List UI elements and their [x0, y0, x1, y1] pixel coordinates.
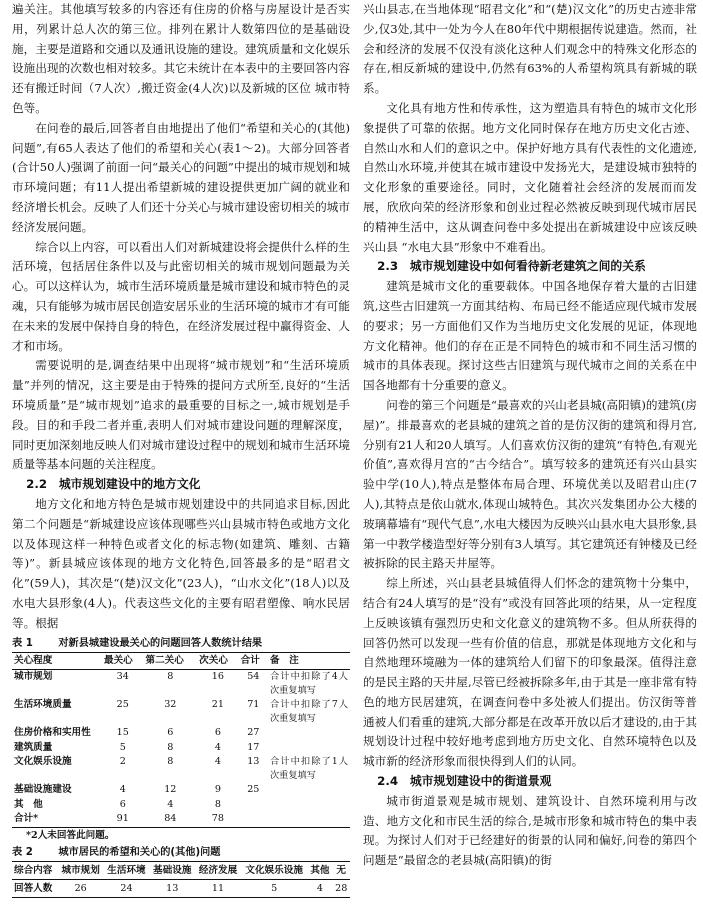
paragraph: 建筑是城市文化的重要载体。中国各地保存着大量的古旧建筑,这些古旧建筑一方面其结构、布局已经不能适应现代城市发展的要求；另一方面他们又作为当地历史文化发展的见证，体现地方文化精神。他们的存在正是不同特色的城市和不同生活习惯的城市的具体表现。探讨这些古旧建筑与现代城市之间的关系在中国各地都有十分重要的意义。	[363, 279, 697, 393]
table-header-row	[12, 652, 350, 670]
table-cell: 26	[58, 879, 104, 897]
table-cell: 32	[164, 699, 177, 710]
table-header-row	[12, 861, 350, 879]
table-cell: 78	[197, 812, 239, 827]
paragraph: 综上所述，兴山县老县城值得人们怀念的建筑物十分集中，结合有24人填写的是“没有”或没有回答此项的结果，从一定程度上反映该镇有强烈历史和文化意义的建筑物不多。但从所获得的回答仍然可以发现一些有价值的信息，那就是体现地方文化和与自然地理环境融为一体的建筑给人们留下的印象最深。值得注意的是民主路的天井屋,尽管已经被拆除多年,由于其是一座非常有特色的地方民居建筑，在调查问卷中多处被人们提出。仿汉街等普通被人们看重的建筑,大部分都是在改革开放以后才建设的,由于其规划设计过程中较好地考虑到地方历史文化、自然环境特色以及城市新的经济形象而很快得到人们的认同。	[363, 576, 697, 769]
table-cell: 91	[102, 812, 144, 827]
table-cell: 6	[119, 798, 126, 810]
table-row	[12, 726, 350, 741]
table-cell: 建筑质量	[14, 741, 53, 753]
paragraph: 地方文化和地方特色是城市规划建设中的共同追求目标,因此第二个问题是“新城建设应该体现哪些兴山县城市特色或地方文化以及体现这样一种特色或者文化的标志物(如建筑、雕刻、古籍等)”。新县城应该体现的地方文化特色,回答最多的是“昭君文化”(59人)，其次是“(楚)汉文化”(23人)，“山水文化”(18人)以及水电大县形象(4人)。代表这些文化的主要有昭君塑像、响水民居等。根据	[12, 496, 350, 630]
table1-caption	[12, 636, 350, 652]
table-cell: 4	[167, 798, 174, 810]
paragraph: 文化具有地方性和传承性，这为塑造具有特色的城市文化形象提供了可靠的依据。地方文化同时保存在地方历史文化古迹、自然山水和人们的意识之中。保护好地方具有代表性的文化遗迹,自然山水环境,并使其在城市建设中发扬光大，是建设城市独特的文化形象的重要途径。同时，文化随着社会经济的发展而而发展，欣欣向荣的经济形象和创业过程必然被反映到现代城市居民的精神生活中，这从调查问卷中多处提出在新城建设中应该反映兴山县 “水电大县”形象中不难看出。	[363, 100, 697, 254]
table-header-cell: 无	[332, 861, 350, 879]
table-cell: 15	[116, 727, 129, 738]
left-column	[12, 0, 350, 898]
table-cell: 21	[211, 699, 224, 710]
table-cell	[239, 798, 268, 813]
table-cell: 6	[167, 727, 174, 738]
table-header-cell: 备 注	[268, 652, 350, 670]
table-cell: 4	[307, 879, 332, 897]
table-header-cell: 其他	[307, 861, 332, 879]
table-row	[12, 698, 350, 726]
table1-number: 表 1	[12, 637, 33, 649]
table-cell: 4	[214, 741, 221, 753]
table-cell: 合计中扣除了1人次重复填写	[270, 756, 348, 781]
table-cell: 6	[214, 727, 221, 738]
table-cell: 16	[211, 671, 224, 682]
table-cell: 9	[214, 784, 221, 795]
table-cell: 12	[164, 784, 177, 795]
table-cell: 回答人数	[12, 879, 58, 897]
paragraph: 在问卷的最后,回答者自由地提出了他们“希望和关心的(其他)问题”,有65人表达了他们的希望和关心(表1～2)。大部分回答者(合计50人)强调了前面一问“最关心的问题”中提出的城市规划和城市环境问题；有11人提出希望新城的建设提供更加广阔的就业和经济增长机会。反映了人们还十分关心与城市建设密切相关的城市经济发展问题。	[12, 120, 350, 234]
table-header-cell: 关心程度	[12, 652, 102, 670]
table-cell: 71	[247, 699, 260, 710]
table1-title: 对新县城建设最关心的问题回答人数统计结果	[58, 637, 263, 649]
table2-title: 城市居民的希望和关心的(其他)问题	[58, 846, 221, 858]
table-header-cell: 生活环境	[104, 861, 150, 879]
paragraph: 兴山县志,在当地体现“昭君文化”和“(楚)汉文化”的历史古迹非常少,仅3处,其中一处为今人在80年代中期根据传说建造。然而，社会和经济的发展不仅没有淡化这种人们观念中的特殊文化形态的存在,相反新城的建设中,仍然有63%的人希望构筑具有新城的联系。	[363, 2, 697, 96]
table-row	[12, 879, 350, 897]
paragraph: 综合以上内容，可以看出人们对新城建设将会提供什么样的生活环境，包括居住条件以及与此密切相关的城市规划问题最为关心。可以这样认为，城市生活环境质量是城市建设和城市特色的灵魂，只有能够为城市居民创造安居乐业的生活环境的城市才有可能在未来的发展中保持自身的特色，在经济发展过程中赢得资金、人才和市场。	[12, 239, 350, 353]
table-cell: 13	[247, 756, 260, 767]
table-cell: 生活环境质量	[14, 699, 72, 710]
table-cell	[268, 812, 350, 827]
table-cell	[268, 798, 350, 813]
table-cell	[268, 726, 350, 741]
table-header-cell: 经济发展	[195, 861, 241, 879]
table-cell: 住房价格和实用性	[14, 727, 91, 738]
table1-footnote: *2人未回答此问题。	[26, 829, 115, 841]
table-cell	[239, 812, 268, 827]
table-cell: 24	[104, 879, 150, 897]
table-row	[12, 783, 350, 798]
table-cell: 8	[167, 671, 174, 682]
section-heading-2-2: 2.2 城市规划建设中的地方文化	[26, 477, 201, 492]
table-cell: 8	[214, 798, 221, 810]
table-cell: 合计中扣除了7人次重复填写	[270, 699, 348, 724]
table-cell: 其 他	[14, 798, 43, 810]
table-row	[12, 741, 350, 756]
table-cell: 城市规划	[14, 671, 53, 682]
table-header-cell: 合计	[239, 652, 268, 670]
table2-number: 表 2	[12, 846, 33, 858]
paragraph: 城市街道景观是城市规划、建筑设计、自然环境利用与改造、地方文化和市民生活的综合,是城市形象和城市特色的集中表现。为探讨人们对于已经建好的街景的认同和偏好,问卷的第四个问题是“最留念的老县城(高阳镇)的街	[363, 793, 697, 868]
table-cell: 28	[332, 879, 350, 897]
table-header-cell: 次关心	[197, 652, 239, 670]
table-cell	[268, 783, 350, 798]
table-row	[12, 755, 350, 783]
table-cell: 基础设施建设	[14, 784, 72, 795]
table-cell: 84	[144, 812, 198, 827]
table-header-cell: 最关心	[102, 652, 144, 670]
table-cell: 11	[195, 879, 241, 897]
table2	[12, 861, 350, 898]
table-header-cell: 第二关心	[144, 652, 198, 670]
table2-caption	[12, 845, 350, 861]
table-cell: 4	[119, 784, 126, 795]
table-cell: 合计中扣除了4人次重复填写	[270, 671, 348, 696]
paragraph: 问卷的第三个问题是“最喜欢的兴山老县城(高阳镇)的建筑(房屋)”。排最喜欢的老县城的建筑之首的是仿汉街的建筑和得月宫,分别有21人和20人填写。人们喜欢仿汉街的建筑“有特色,有观光价值”,喜欢得月宫的“古今结合”。填写较多的建筑还有兴山县实验中学(10人),特点是整体布局合理、环境优美以及昭君山庄(7人),其特点是依山就水,体现山城特色。其次兴发集团办公大楼的玻璃幕墙有“现代气息”,水电大楼因为反映兴山县水电大县形象,县第一中教学楼造型好等分别有3人填写。其它建筑还有钟楼及已经被拆除的民主路天井屋等。	[363, 397, 697, 571]
section-heading-2-4: 2.4 城市规划建设中的街道景观	[377, 774, 552, 789]
table-cell	[268, 741, 350, 756]
table-cell: 27	[247, 727, 260, 738]
table-row	[12, 798, 350, 813]
paragraph: 遍关注。其他填写较多的内容还有住房的价格与房屋设计是否实用，列累计总人次的第三位。排列在累计人数第四位的是基础设施，主要是道路和交通以及通讯设施的建设。建筑质量和文化娱乐设施出现的次数也相对较多。其它未统计在本表中的主要回答内容还有搬迁时间（7人次）,搬迁资金(4人次)以及新城的区位 城市特色等。	[12, 2, 350, 115]
table-header-cell: 基础设施	[149, 861, 195, 879]
table-cell: 25	[247, 784, 260, 795]
table-header-cell: 综合内容	[12, 861, 58, 879]
table-cell: 4	[214, 756, 221, 767]
table-cell: 8	[167, 741, 174, 753]
table-cell: 25	[116, 699, 129, 710]
right-column	[363, 0, 697, 871]
table-row	[12, 670, 350, 699]
table-cell: 13	[149, 879, 195, 897]
table1	[12, 652, 350, 828]
table-cell: 文化娱乐设施	[14, 756, 72, 767]
table-cell: 2	[119, 756, 126, 767]
table-header-cell: 文化娱乐设施	[241, 861, 308, 879]
table-cell: 5	[241, 879, 308, 897]
table-cell: 8	[167, 756, 174, 767]
paragraph: 需要说明的是,调查结果中出现将“城市规划”和“生活环境质量”并列的情况，这主要是由于特殊的提问方式所至,良好的“生活环境质量”是“城市规划”追求的最重要的目标之一,城市规划是手段。目的和手段二者并重,表明人们对城市建设问题的理解深度，同时更加深刻地反映人们对城市建设过程中的规划和城市生活环境质量等基本问题的关注程度。	[12, 358, 350, 472]
table-cell: 合计*	[12, 812, 102, 827]
table-cell: 5	[119, 741, 126, 753]
table1-body	[12, 670, 350, 828]
table-row	[12, 812, 350, 827]
section-heading-2-3: 2.3 城市规划建设中如何看待新老建筑之间的关系	[377, 259, 646, 274]
table-cell: 34	[116, 671, 129, 682]
table-header-cell: 城市规划	[58, 861, 104, 879]
table-cell: 17	[247, 741, 260, 753]
table-cell: 54	[247, 671, 260, 682]
